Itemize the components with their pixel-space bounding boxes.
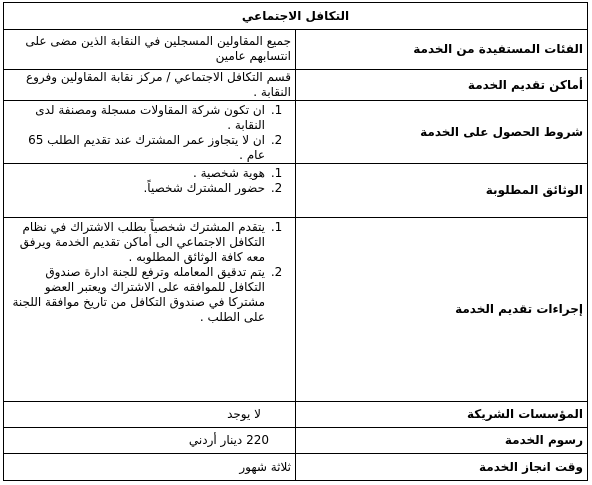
procedures-value — [4, 218, 296, 402]
condition-item: 2. ان لا يتجاوز عمر المشترك عند تقديم الطلب 65 عام . — [8, 133, 267, 163]
required-documents-value — [4, 164, 296, 218]
document-item: 2. حضور المشترك شخصياً. — [8, 181, 267, 196]
completion-time-label: وقت انجاز الخدمة — [296, 454, 588, 481]
service-title: التكافل الاجتماعي — [4, 3, 588, 30]
service-places-value: قسم التكافل الاجتماعي / مركز نقابة المقاولين وفروع النقابة . — [4, 70, 296, 101]
procedure-item: 1. يتقدم المشترك شخصياً بطلب الاشتراك في نظام التكافل الاجتماعي الى أماكن تقديم الخدمة ويرفق معه كافة الوثائق المطلوبه . — [8, 220, 267, 265]
row-conditions — [4, 101, 588, 164]
row-completion-time — [4, 454, 588, 481]
conditions-value — [4, 101, 296, 164]
conditions-list — [8, 103, 291, 163]
service-fees-label: رسوم الخدمة — [296, 428, 588, 454]
required-documents-label: الوثائق المطلوبة — [296, 164, 588, 218]
row-procedures — [4, 218, 588, 402]
service-fees-value — [4, 428, 296, 454]
condition-item: 1. ان تكون شركة المقاولات مسجلة ومصنفة لدى النقابة . — [8, 103, 267, 133]
partner-institutions-label: المؤسسات الشريكة — [296, 402, 588, 428]
service-fees-text: 220 دينار أردني — [188, 433, 269, 447]
partner-institutions-value — [4, 402, 296, 428]
procedure-item: 2. يتم تدقيق المعامله وترفع للجنة ادارة صندوق التكافل للموافقه على الاشتراك ويعتبر العضو مشتركا في صندوق التكافل من تاريخ موافقة اللجنة على الطلب . — [8, 265, 267, 325]
row-target-groups — [4, 30, 588, 70]
documents-list — [8, 166, 291, 196]
document-item: 1. هوية شخصية . — [8, 166, 267, 181]
service-card-table — [3, 2, 588, 481]
target-groups-label: الفئات المستفيدة من الخدمة — [296, 30, 588, 70]
completion-time-value: ثلاثة شهور — [4, 454, 296, 481]
procedures-label: إجراءات تقديم الخدمة — [296, 218, 588, 402]
service-places-label: أماكن تقديم الخدمة — [296, 70, 588, 101]
row-service-fees — [4, 428, 588, 454]
target-groups-value: جميع المقاولين المسجلين في النقابة الذين مضى على انتسابهم عامين — [4, 30, 296, 70]
procedures-list — [8, 220, 291, 325]
row-required-documents — [4, 164, 588, 218]
row-partner-institutions — [4, 402, 588, 428]
partner-institutions-text: لا يوجد — [227, 407, 261, 421]
row-service-places — [4, 70, 588, 101]
conditions-label: شروط الحصول على الخدمة — [296, 101, 588, 164]
